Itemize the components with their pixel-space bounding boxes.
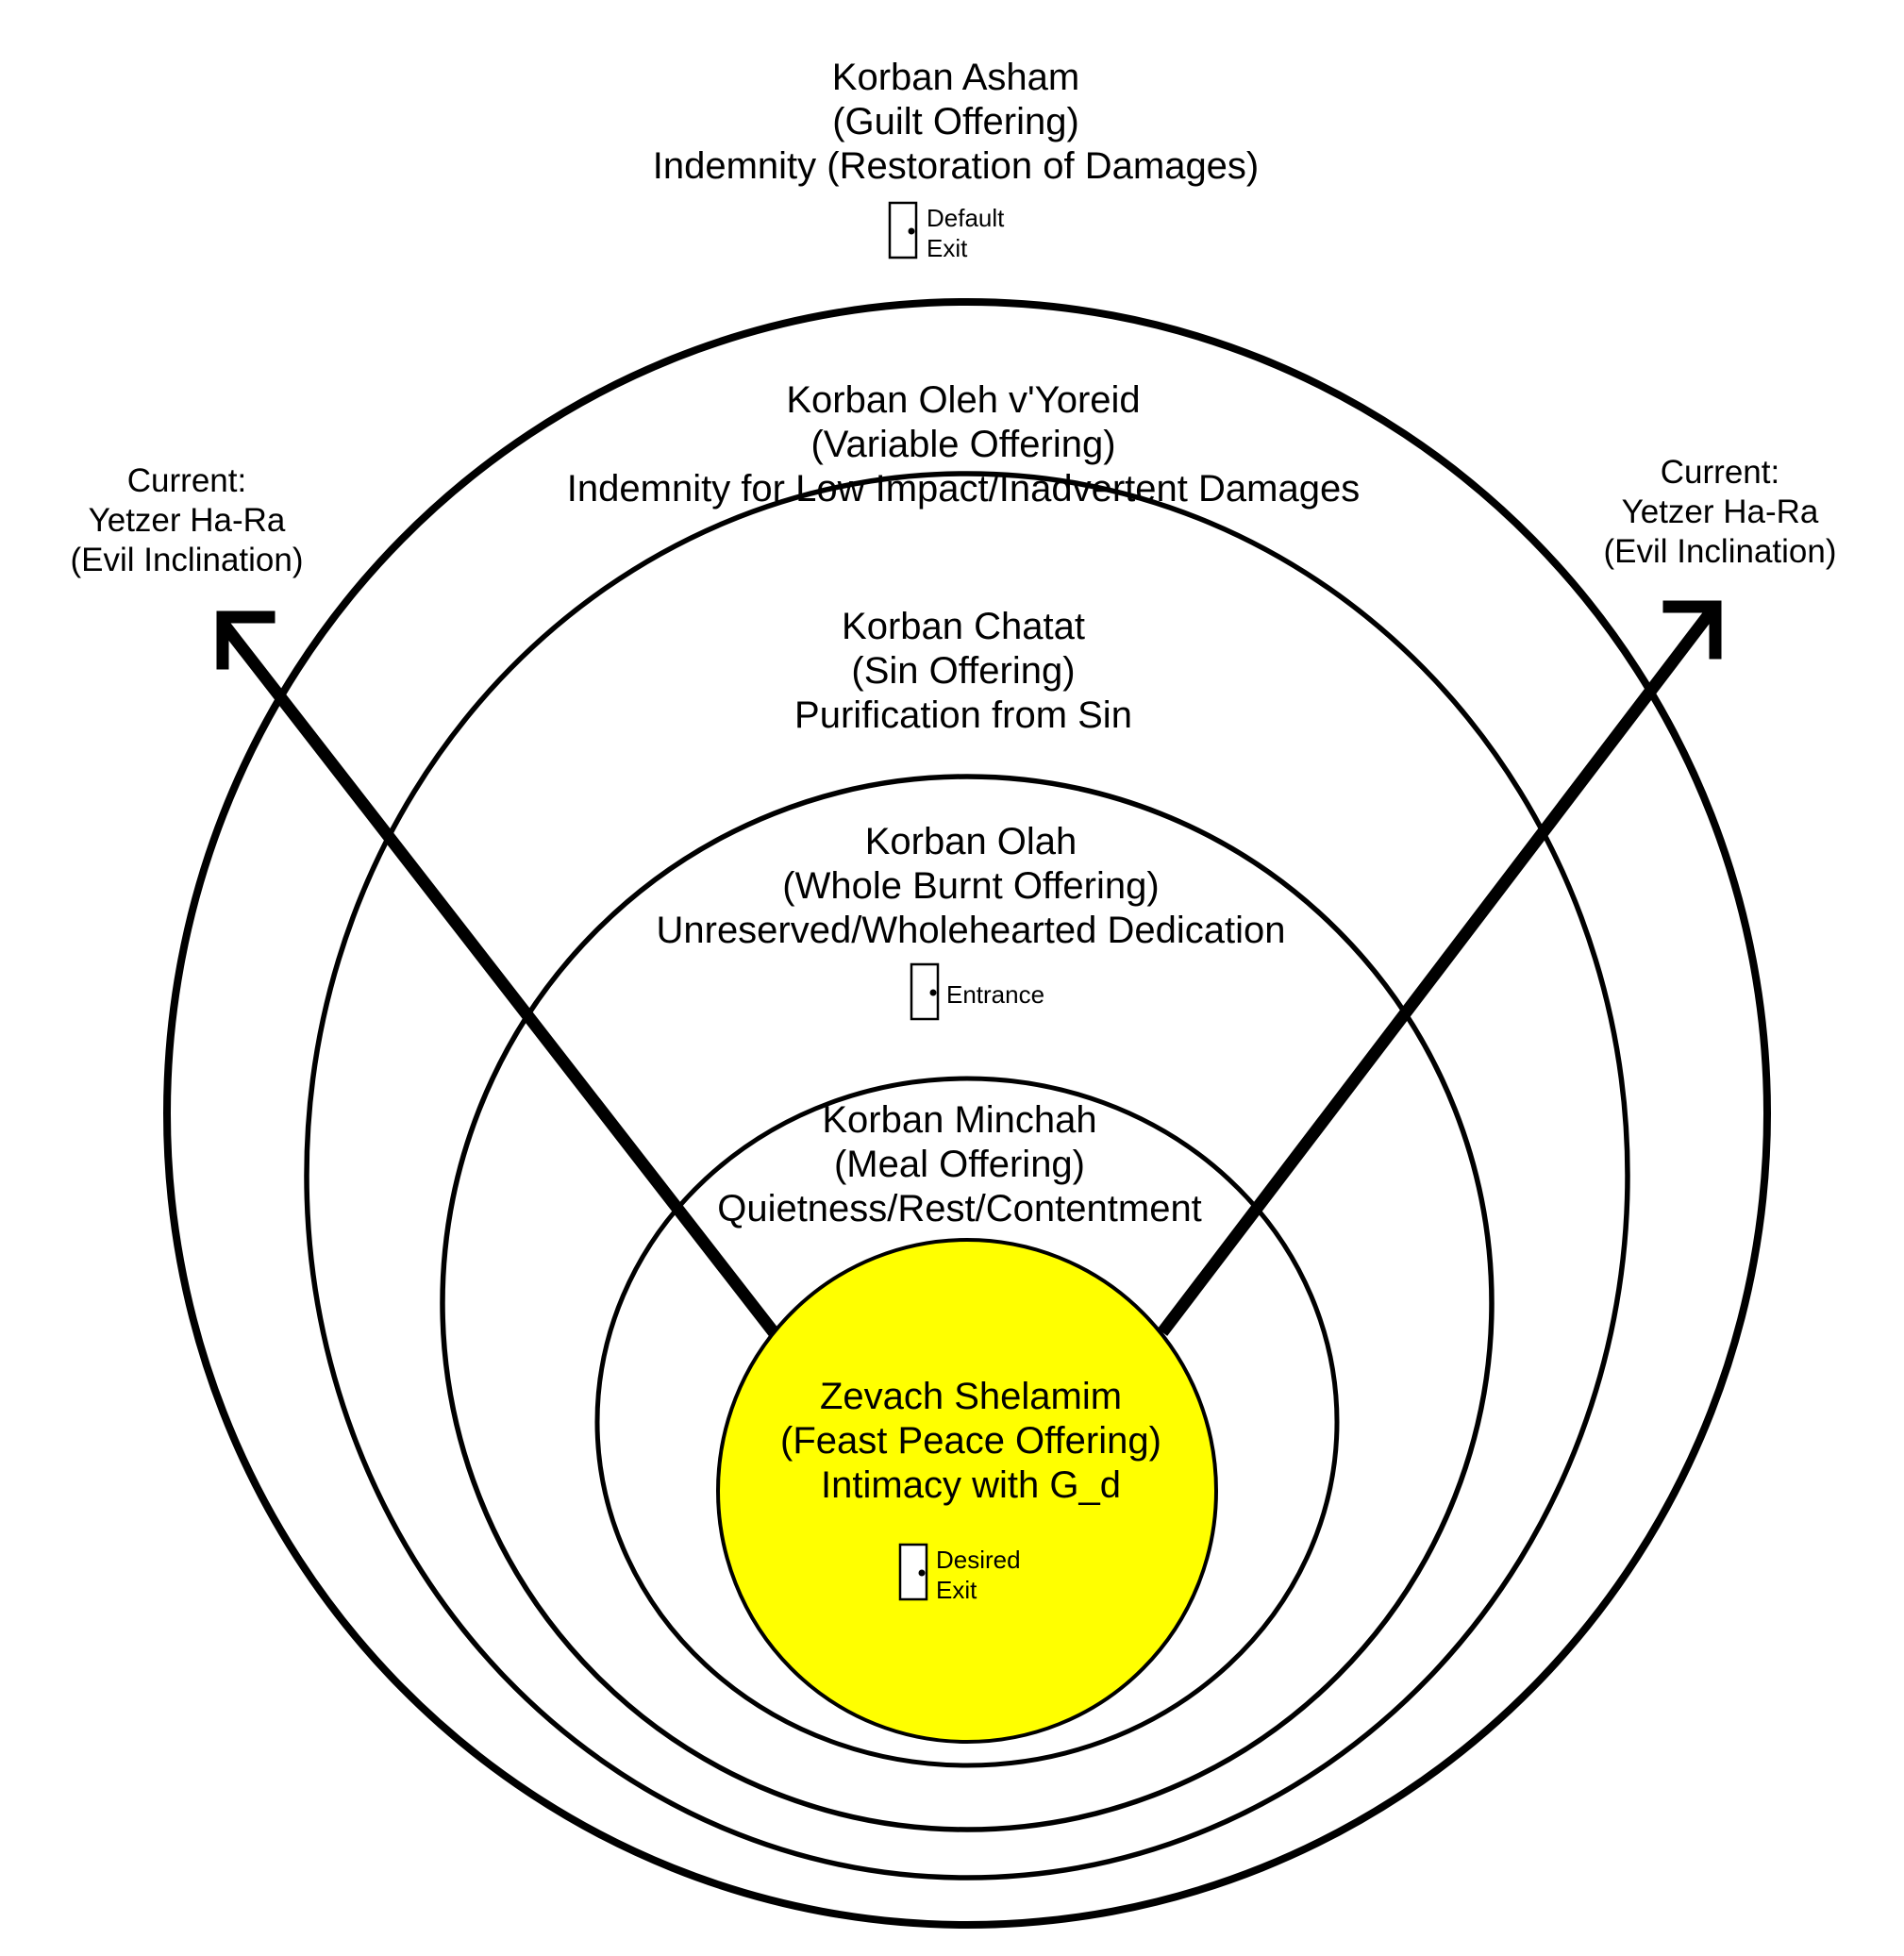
label-minchah-title: Korban Minchah [822,1099,1097,1141]
default-exit-label-line1: Default [927,204,1005,232]
entrance-label: Entrance [946,980,1045,1009]
current-right-line1: Current: [1660,454,1780,491]
label-olah-title: Korban Olah [864,821,1077,862]
arrow-left [223,617,774,1332]
default-exit-label-line2: Exit [927,234,968,262]
label-shelamim-title: Zevach Shelamim [819,1376,1123,1417]
entrance-door [911,964,1044,1019]
door-icon [900,1545,927,1599]
label-chatat [794,606,1132,736]
label-olah-meaning: Unreserved/Wholehearted Dedication [656,910,1286,951]
label-chatat-meaning: Purification from Sin [794,694,1132,736]
current-right-line3: (Evil Inclination) [1603,533,1837,570]
label-oleh-vyoreid [567,379,1360,510]
label-asham-subtitle: (Guilt Offering) [832,101,1079,142]
label-asham [653,57,1260,187]
current-left-line1: Current: [126,462,247,499]
default-exit-door [890,203,1005,262]
label-oleh-meaning: Indemnity for Low Impact/Inadvertent Damages [566,468,1361,510]
arrow-right [1162,607,1715,1332]
label-current-right [1603,454,1836,570]
label-chatat-subtitle: (Sin Offering) [851,650,1076,692]
label-chatat-title: Korban Chatat [842,606,1085,647]
label-asham-title: Korban Asham [831,57,1080,98]
label-shelamim [780,1376,1161,1506]
desired-exit-label-line1: Desired [936,1546,1021,1574]
door-icon [890,203,916,258]
label-olah-subtitle: (Whole Burnt Offering) [782,865,1160,907]
arrow-left-shaft [223,623,774,1332]
label-olah [656,821,1285,951]
label-minchah-meaning: Quietness/Rest/Contentment [717,1188,1202,1229]
desired-exit-label-line2: Exit [936,1576,977,1604]
label-oleh-subtitle: (Variable Offering) [810,424,1116,465]
current-right-line2: Yetzer Ha-Ra [1621,493,1819,530]
label-current-left [70,462,303,578]
door-icon [911,964,938,1019]
label-oleh-title: Korban Oleh v'Yoreid [786,379,1141,421]
current-left-line2: Yetzer Ha-Ra [88,502,286,539]
current-left-line3: (Evil Inclination) [70,542,304,578]
label-shelamim-meaning: Intimacy with G_d [821,1464,1121,1506]
label-asham-meaning: Indemnity (Restoration of Damages) [652,145,1260,187]
label-minchah-subtitle: (Meal Offering) [833,1144,1086,1185]
label-shelamim-subtitle: (Feast Peace Offering) [780,1420,1161,1462]
